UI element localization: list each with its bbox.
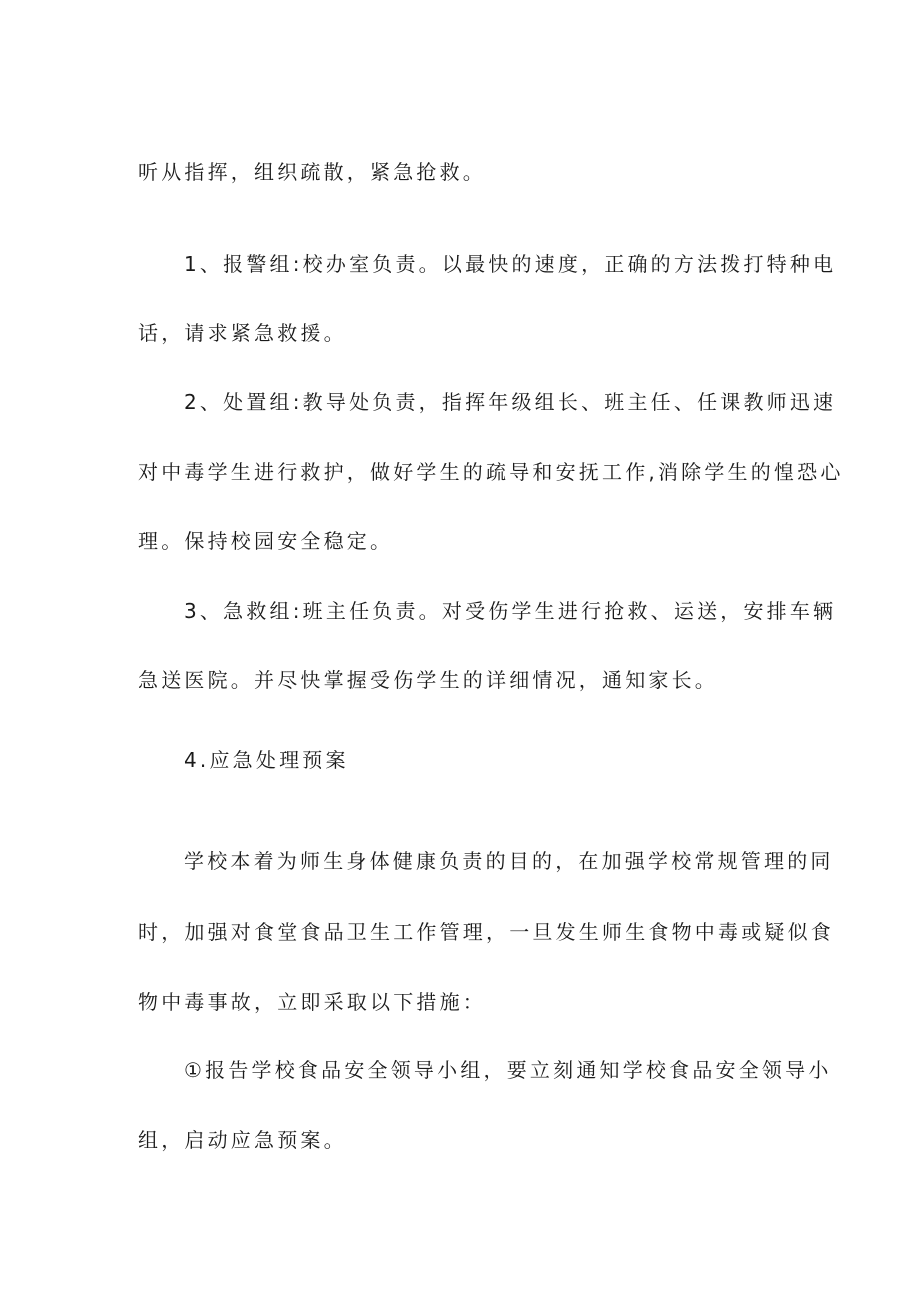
paragraph-line: 学校本着为师生身体健康负责的目的，在加强学校常规管理的同	[184, 849, 834, 873]
paragraph-line: 组，启动应急预案。	[138, 1128, 347, 1152]
paragraph-line: 物中毒事故，立即采取以下措施：	[138, 990, 486, 1014]
paragraph-line: 理。保持校园安全稳定。	[138, 529, 394, 553]
paragraph-line: 话，请求紧急救援。	[138, 321, 347, 345]
paragraph-line: 3、急救组:班主任负责。对受伤学生进行抢救、运送，安排车辆	[184, 599, 837, 623]
paragraph-line: 2、处置组:教导处负责，指挥年级组长、班主任、任课教师迅速	[184, 390, 837, 414]
paragraph-line: 对中毒学生进行救护，做好学生的疏导和安抚工作,消除学生的惶恐心	[138, 460, 844, 484]
paragraph-line: 1、报警组:校办室负责。以最快的速度，正确的方法拨打特种电	[184, 252, 837, 276]
section-heading: 4.应急处理预案	[184, 748, 349, 772]
paragraph-line: 听从指挥，组织疏散，紧急抢救。	[138, 160, 486, 184]
paragraph-line: 急送医院。并尽快掌握受伤学生的详细情况，通知家长。	[138, 668, 718, 692]
paragraph-line: ①报告学校食品安全领导小组，要立刻通知学校食品安全领导小	[184, 1058, 832, 1082]
paragraph-line: 时，加强对食堂食品卫生工作管理，一旦发生师生食物中毒或疑似食	[138, 920, 834, 944]
